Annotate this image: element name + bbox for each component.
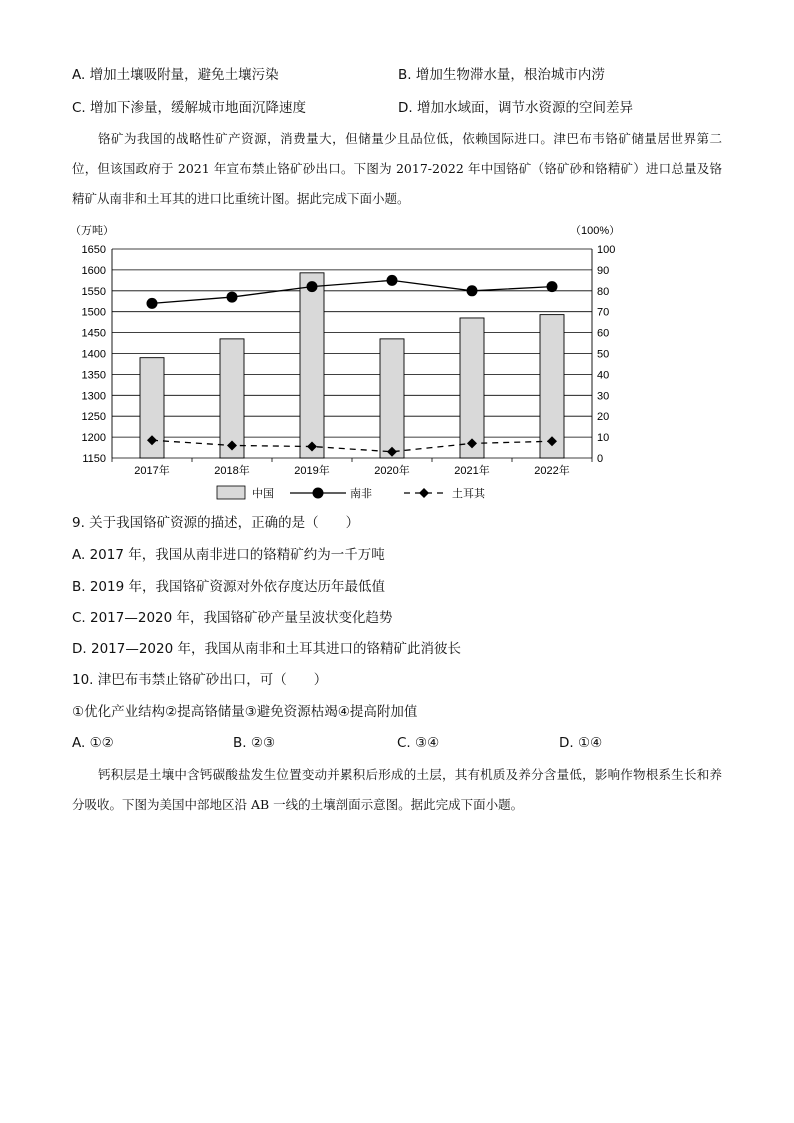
q9-option-d: D. 2017—2020 年，我国从南非和土耳其进口的铬精矿此消彼长 [72, 641, 461, 657]
right-axis-tick-label: 0 [597, 453, 604, 465]
right-axis-tick-label: 70 [597, 306, 610, 319]
line-south-africa [152, 280, 552, 303]
right-axis-tick-label: 30 [597, 390, 610, 403]
x-axis-tick-label: 2018年 [214, 465, 250, 477]
line-turkey [152, 440, 552, 451]
legend-marker-south-africa [313, 488, 324, 499]
legend-label-china: 中国 [252, 488, 274, 500]
legend-swatch-china [217, 486, 245, 499]
left-axis-tick-label: 1350 [81, 369, 106, 382]
right-axis-tick-label: 60 [597, 327, 610, 340]
left-axis-tick-label: 1650 [81, 244, 106, 256]
point-south-africa [147, 298, 158, 309]
q9-option-a: A. 2017 年，我国从南非进口的铬精矿约为一千万吨 [72, 547, 385, 563]
q10-option-c: C. ③④ [397, 735, 440, 751]
right-axis-unit: （100%） [570, 225, 621, 237]
left-axis-tick-label: 1600 [81, 264, 106, 277]
x-axis-tick-label: 2021年 [454, 465, 490, 477]
right-axis-tick-label: 40 [597, 369, 610, 382]
passage-chromium-intro: 铬矿为我国的战略性矿产资源，消费量大，但储量少且品位低，依赖国际进口。津巴布韦铬矿储量居世界第二位，但该国政府于 2021 年宣布禁止铬矿砂出口。下图为 2017-2022 年中国铬矿（铬矿砂和铬精矿）进口总量及铬精矿从南非和土耳其的进口比重统计图。据此完成下面小题。 [72, 131, 722, 206]
point-south-africa [547, 281, 558, 292]
left-axis-unit: （万吨） [70, 225, 114, 237]
x-axis-tick-label: 2022年 [534, 465, 570, 477]
point-south-africa [387, 275, 398, 286]
bar-china [380, 339, 404, 458]
q10-items: ①优化产业结构②提高铬储量③避免资源枯竭④提高附加值 [72, 704, 418, 720]
legend-label-turkey: 土耳其 [452, 488, 485, 500]
legend-label-south-africa: 南非 [350, 488, 372, 500]
q9-option-b: B. 2019 年，我国铬矿资源对外依存度达历年最低值 [72, 579, 385, 595]
legend-marker-turkey [419, 488, 429, 498]
left-axis-tick-label: 1200 [81, 432, 106, 445]
right-axis-tick-label: 80 [597, 285, 610, 298]
left-axis-tick-label: 1550 [81, 285, 106, 298]
q10-option-b: B. ②③ [233, 735, 276, 751]
left-axis-tick-label: 1500 [81, 306, 106, 319]
q10-stem: 10. 津巴布韦禁止铬矿砂出口，可（ ） [72, 672, 328, 688]
point-south-africa [227, 292, 238, 303]
right-axis-tick-label: 50 [597, 348, 610, 361]
q8-option-b: B. 增加生物滞水量，根治城市内涝 [398, 67, 605, 83]
bar-china [220, 339, 244, 458]
q10-option-a: A. ①② [72, 735, 114, 751]
x-axis-tick-label: 2017年 [134, 465, 170, 477]
point-south-africa [307, 281, 318, 292]
left-axis-tick-label: 1300 [81, 390, 106, 403]
left-axis-tick-label: 1400 [81, 348, 106, 361]
bar-china [460, 318, 484, 458]
passage-calcic-layer-intro: 钙积层是土壤中含钙碳酸盐发生位置变动并累积后形成的土层，其有机质及养分含量低，影响作物根系生长和养分吸收。下图为美国中部地区沿 AB 一线的土壤剖面示意图。据此完成下面小题。 [72, 767, 722, 812]
q8-option-c: C. 增加下渗量，缓解城市地面沉降速度 [72, 100, 307, 116]
bar-china [300, 273, 324, 458]
right-axis-tick-label: 20 [597, 411, 610, 424]
point-south-africa [467, 285, 478, 296]
q8-option-a: A. 增加土壤吸附量，避免土壤污染 [72, 67, 279, 83]
left-axis-tick-label: 1450 [81, 327, 106, 340]
left-axis-tick-label: 1250 [81, 411, 106, 424]
right-axis-tick-label: 100 [597, 244, 616, 256]
q10-option-d: D. ①④ [559, 735, 603, 751]
x-axis-tick-label: 2019年 [294, 465, 330, 477]
q8-option-d: D. 增加水域面，调节水资源的空间差异 [398, 100, 633, 116]
q9-stem: 9. 关于我国铬矿资源的描述，正确的是（ ） [72, 515, 360, 531]
chromium-import-chart [0, 216, 794, 506]
left-axis-tick-label: 1150 [82, 453, 106, 465]
right-axis-tick-label: 10 [597, 432, 610, 445]
q9-option-c: C. 2017—2020 年，我国铬矿砂产量呈波状变化趋势 [72, 610, 393, 626]
x-axis-tick-label: 2020年 [374, 465, 410, 477]
right-axis-tick-label: 90 [597, 264, 610, 277]
